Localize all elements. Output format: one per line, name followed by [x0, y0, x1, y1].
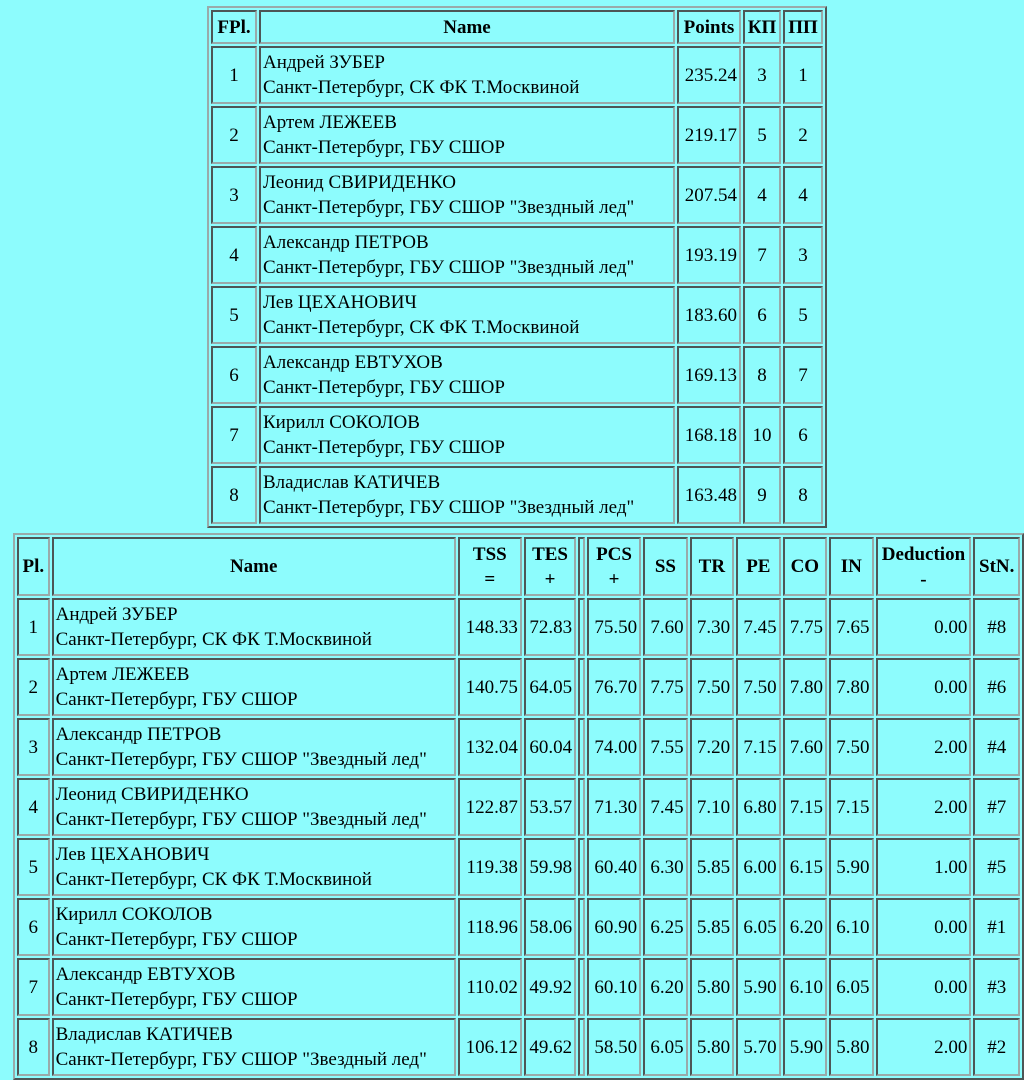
ss-cell: 7.45: [643, 778, 687, 836]
skater-club: Санкт-Петербург, ГБУ СШОР: [55, 929, 298, 950]
spacer-cell: [578, 598, 585, 656]
start-number-cell: #3: [973, 958, 1020, 1016]
skater-name: Кирилл СОКОЛОВ: [263, 412, 420, 433]
points-cell: 207.54: [677, 166, 741, 224]
header-tr: TR: [690, 537, 734, 596]
tss-cell: 148.33: [458, 598, 522, 656]
skater-cell: [52, 778, 456, 836]
table-row: [17, 838, 1020, 896]
tes-cell: 58.06: [524, 898, 576, 956]
co-cell: 7.75: [783, 598, 827, 656]
pp-cell: 6: [783, 406, 823, 464]
free-header-row: [17, 537, 1020, 596]
start-number-cell: #1: [973, 898, 1020, 956]
kp-cell: 3: [743, 46, 781, 104]
place-cell: 2: [17, 658, 50, 716]
tes-cell: 72.83: [524, 598, 576, 656]
pe-cell: 5.90: [736, 958, 780, 1016]
skater-club: Санкт-Петербург, ГБУ СШОР: [55, 989, 298, 1010]
header-pe: PE: [736, 537, 780, 596]
place-cell: 1: [211, 46, 257, 104]
header-free-name: Name: [52, 537, 456, 596]
tss-cell: 132.04: [458, 718, 522, 776]
in-cell: 5.80: [829, 1018, 873, 1076]
header-co: CO: [783, 537, 827, 596]
table-row: [17, 658, 1020, 716]
tss-cell: 106.12: [458, 1018, 522, 1076]
skater-cell: [259, 406, 675, 464]
pe-cell: 7.50: [736, 658, 780, 716]
tss-cell: 140.75: [458, 658, 522, 716]
in-cell: 7.80: [829, 658, 873, 716]
header-in: IN: [829, 537, 873, 596]
tr-cell: 5.80: [690, 958, 734, 1016]
header-final-name: Name: [259, 10, 675, 44]
co-cell: 6.15: [783, 838, 827, 896]
spacer-cell: [578, 778, 585, 836]
place-cell: 1: [17, 598, 50, 656]
ss-cell: 7.75: [643, 658, 687, 716]
free-skating-body: [17, 598, 1020, 1076]
table-row: [211, 286, 823, 344]
skater-club: Санкт-Петербург, СК ФК Т.Москвиной: [55, 869, 372, 890]
deduction-cell: 2.00: [876, 718, 972, 776]
co-cell: 6.10: [783, 958, 827, 1016]
tr-cell: 5.85: [690, 838, 734, 896]
kp-cell: 7: [743, 226, 781, 284]
skater-cell: [52, 718, 456, 776]
co-cell: 7.15: [783, 778, 827, 836]
pcs-cell: 74.00: [587, 718, 641, 776]
place-cell: 6: [211, 346, 257, 404]
skater-club: Санкт-Петербург, ГБУ СШОР "Звездный лед": [263, 197, 635, 218]
skater-name: Леонид СВИРИДЕНКО: [263, 172, 457, 193]
header-free-place: Pl.: [17, 537, 50, 596]
start-number-cell: #7: [973, 778, 1020, 836]
pp-cell: 5: [783, 286, 823, 344]
pp-cell: 1: [783, 46, 823, 104]
skater-name: Александр ПЕТРОВ: [263, 232, 429, 253]
spacer-cell: [578, 838, 585, 896]
skater-name: Владислав КАТИЧЕВ: [55, 1024, 233, 1045]
place-cell: 5: [17, 838, 50, 896]
header-final-kp: КП: [743, 10, 781, 44]
points-cell: 183.60: [677, 286, 741, 344]
co-cell: 6.20: [783, 898, 827, 956]
ss-cell: 6.30: [643, 838, 687, 896]
deduction-cell: 0.00: [876, 958, 972, 1016]
tss-cell: 119.38: [458, 838, 522, 896]
header-pcs-label: PCS: [596, 543, 632, 565]
table-row: [17, 598, 1020, 656]
table-row: [17, 1018, 1020, 1076]
co-cell: 7.60: [783, 718, 827, 776]
tr-cell: 7.20: [690, 718, 734, 776]
deduction-cell: 2.00: [876, 1018, 972, 1076]
place-cell: 2: [211, 106, 257, 164]
spacer-cell: [578, 958, 585, 1016]
skater-club: Санкт-Петербург, ГБУ СШОР: [55, 689, 298, 710]
header-final-place: FPl.: [211, 10, 257, 44]
skater-cell: [52, 898, 456, 956]
skater-cell: [259, 166, 675, 224]
pp-cell: 2: [783, 106, 823, 164]
kp-cell: 8: [743, 346, 781, 404]
kp-cell: 9: [743, 466, 781, 524]
points-cell: 163.48: [677, 466, 741, 524]
table-row: [211, 406, 823, 464]
skater-name: Лев ЦЕХАНОВИЧ: [263, 292, 417, 313]
table-row: [17, 778, 1020, 836]
skater-club: Санкт-Петербург, ГБУ СШОР "Звездный лед": [263, 257, 635, 278]
table-row: [211, 46, 823, 104]
place-cell: 4: [17, 778, 50, 836]
points-cell: 169.13: [677, 346, 741, 404]
skater-name: Лев ЦЕХАНОВИЧ: [55, 844, 210, 865]
tss-cell: 118.96: [458, 898, 522, 956]
start-number-cell: #4: [973, 718, 1020, 776]
pe-cell: 7.15: [736, 718, 780, 776]
skater-club: Санкт-Петербург, ГБУ СШОР "Звездный лед": [55, 1049, 427, 1070]
tr-cell: 5.80: [690, 1018, 734, 1076]
final-header-row: [211, 10, 823, 44]
place-cell: 5: [211, 286, 257, 344]
spacer-cell: [578, 718, 585, 776]
final-results-body: [211, 46, 823, 524]
header-final-points: Points: [677, 10, 741, 44]
skater-cell: [259, 286, 675, 344]
header-ss: SS: [643, 537, 687, 596]
header-deduction: [876, 537, 972, 596]
points-cell: 193.19: [677, 226, 741, 284]
ss-cell: 6.20: [643, 958, 687, 1016]
header-pcs: [587, 537, 641, 596]
points-cell: 168.18: [677, 406, 741, 464]
skater-cell: [259, 106, 675, 164]
skater-club: Санкт-Петербург, СК ФК Т.Москвиной: [263, 317, 580, 338]
tr-cell: 7.10: [690, 778, 734, 836]
skater-name: Артем ЛЕЖЕЕВ: [55, 664, 190, 685]
place-cell: 7: [211, 406, 257, 464]
skater-name: Андрей ЗУБЕР: [263, 52, 385, 73]
place-cell: 3: [211, 166, 257, 224]
header-tes-symbol: +: [544, 568, 556, 590]
header-tss-label: TSS: [472, 543, 507, 565]
ss-cell: 6.25: [643, 898, 687, 956]
header-final-pp: ПП: [783, 10, 823, 44]
skater-cell: [52, 658, 456, 716]
table-row: [211, 226, 823, 284]
header-pcs-symbol: +: [608, 568, 620, 590]
tr-cell: 7.30: [690, 598, 734, 656]
pp-cell: 3: [783, 226, 823, 284]
deduction-cell: 0.00: [876, 898, 972, 956]
start-number-cell: #5: [973, 838, 1020, 896]
pcs-cell: 60.10: [587, 958, 641, 1016]
table-row: [211, 106, 823, 164]
header-tes: [524, 537, 576, 596]
place-cell: 7: [17, 958, 50, 1016]
skater-name: Кирилл СОКОЛОВ: [55, 904, 213, 925]
skater-cell: [52, 958, 456, 1016]
pcs-cell: 60.90: [587, 898, 641, 956]
kp-cell: 5: [743, 106, 781, 164]
table-row: [211, 466, 823, 524]
spacer-cell: [578, 898, 585, 956]
spacer-cell: [578, 1018, 585, 1076]
pe-cell: 6.00: [736, 838, 780, 896]
tes-cell: 59.98: [524, 838, 576, 896]
start-number-cell: #2: [973, 1018, 1020, 1076]
pe-cell: 6.05: [736, 898, 780, 956]
in-cell: 7.15: [829, 778, 873, 836]
skater-name: Александр ПЕТРОВ: [55, 724, 222, 745]
pe-cell: 6.80: [736, 778, 780, 836]
place-cell: 8: [211, 466, 257, 524]
skater-name: Александр ЕВТУХОВ: [55, 964, 236, 985]
place-cell: 8: [17, 1018, 50, 1076]
pp-cell: 7: [783, 346, 823, 404]
tes-cell: 49.92: [524, 958, 576, 1016]
skater-cell: [52, 838, 456, 896]
deduction-cell: 2.00: [876, 778, 972, 836]
skater-club: Санкт-Петербург, ГБУ СШОР: [263, 437, 505, 458]
skater-cell: [52, 1018, 456, 1076]
table-row: [211, 166, 823, 224]
deduction-cell: 1.00: [876, 838, 972, 896]
pcs-cell: 75.50: [587, 598, 641, 656]
skater-name: Леонид СВИРИДЕНКО: [55, 784, 249, 805]
tes-cell: 49.62: [524, 1018, 576, 1076]
final-results-table: [207, 6, 827, 528]
place-cell: 6: [17, 898, 50, 956]
free-skating-table: [13, 533, 1024, 1080]
deduction-cell: 0.00: [876, 658, 972, 716]
skater-name: Александр ЕВТУХОВ: [263, 352, 443, 373]
skater-club: Санкт-Петербург, ГБУ СШОР: [263, 137, 505, 158]
skater-club: Санкт-Петербург, ГБУ СШОР "Звездный лед": [263, 497, 635, 518]
skater-name: Андрей ЗУБЕР: [55, 604, 178, 625]
points-cell: 219.17: [677, 106, 741, 164]
ss-cell: 7.60: [643, 598, 687, 656]
in-cell: 7.65: [829, 598, 873, 656]
kp-cell: 4: [743, 166, 781, 224]
header-deduction-symbol: -: [920, 568, 927, 590]
pcs-cell: 60.40: [587, 838, 641, 896]
co-cell: 5.90: [783, 1018, 827, 1076]
tss-cell: 122.87: [458, 778, 522, 836]
skater-club: Санкт-Петербург, ГБУ СШОР "Звездный лед": [55, 809, 427, 830]
table-row: [17, 718, 1020, 776]
header-tss: [458, 537, 522, 596]
start-number-cell: #6: [973, 658, 1020, 716]
header-spacer: [578, 537, 585, 596]
pe-cell: 7.45: [736, 598, 780, 656]
pcs-cell: 58.50: [587, 1018, 641, 1076]
deduction-cell: 0.00: [876, 598, 972, 656]
co-cell: 7.80: [783, 658, 827, 716]
header-tes-label: TES: [532, 543, 568, 565]
kp-cell: 6: [743, 286, 781, 344]
skater-club: Санкт-Петербург, СК ФК Т.Москвиной: [263, 77, 580, 98]
skater-name: Артем ЛЕЖЕЕВ: [263, 112, 397, 133]
points-cell: 235.24: [677, 46, 741, 104]
skater-club: Санкт-Петербург, ГБУ СШОР "Звездный лед": [55, 749, 427, 770]
pcs-cell: 76.70: [587, 658, 641, 716]
skater-name: Владислав КАТИЧЕВ: [263, 472, 441, 493]
start-number-cell: #8: [973, 598, 1020, 656]
skater-cell: [259, 46, 675, 104]
tes-cell: 60.04: [524, 718, 576, 776]
skater-cell: [259, 466, 675, 524]
tss-cell: 110.02: [458, 958, 522, 1016]
in-cell: 7.50: [829, 718, 873, 776]
tr-cell: 5.85: [690, 898, 734, 956]
table-row: [17, 958, 1020, 1016]
spacer-cell: [578, 658, 585, 716]
table-row: [17, 898, 1020, 956]
ss-cell: 7.55: [643, 718, 687, 776]
place-cell: 4: [211, 226, 257, 284]
pcs-cell: 71.30: [587, 778, 641, 836]
header-deduction-label: Deduction: [881, 543, 966, 565]
skater-club: Санкт-Петербург, СК ФК Т.Москвиной: [55, 629, 372, 650]
skater-cell: [259, 346, 675, 404]
skater-club: Санкт-Петербург, ГБУ СШОР: [263, 377, 505, 398]
pp-cell: 4: [783, 166, 823, 224]
in-cell: 5.90: [829, 838, 873, 896]
tes-cell: 53.57: [524, 778, 576, 836]
place-cell: 3: [17, 718, 50, 776]
pe-cell: 5.70: [736, 1018, 780, 1076]
skater-cell: [52, 598, 456, 656]
ss-cell: 6.05: [643, 1018, 687, 1076]
tr-cell: 7.50: [690, 658, 734, 716]
kp-cell: 10: [743, 406, 781, 464]
table-row: [211, 346, 823, 404]
in-cell: 6.10: [829, 898, 873, 956]
skater-cell: [259, 226, 675, 284]
in-cell: 6.05: [829, 958, 873, 1016]
header-tss-symbol: =: [484, 568, 496, 590]
tes-cell: 64.05: [524, 658, 576, 716]
pp-cell: 8: [783, 466, 823, 524]
header-start-number: StN.: [973, 537, 1020, 596]
